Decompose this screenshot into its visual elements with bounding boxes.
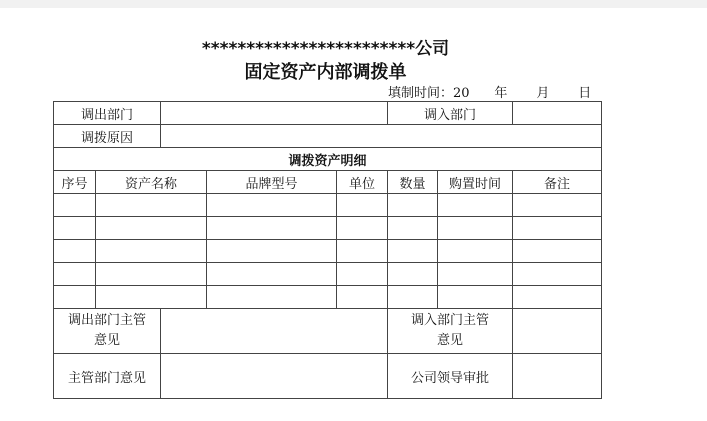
out-manager-opinion-label [54,309,161,354]
col-header-remarks: 备注 [513,171,602,194]
leader-approval-field[interactable] [513,354,602,399]
col-header-brand-model: 品牌型号 [207,171,337,194]
table-row [54,240,602,263]
cell-unit[interactable] [337,217,388,240]
cell-unit[interactable] [337,263,388,286]
cell-index[interactable] [54,217,96,240]
out-dept-field[interactable] [161,102,388,125]
fill-date-year-gap[interactable] [470,86,495,101]
cell-remarks[interactable] [513,217,602,240]
cell-quantity[interactable] [388,194,438,217]
cell-remarks[interactable] [513,263,602,286]
reason-label: 调拨原因 [54,125,161,148]
col-header-index: 序号 [54,171,96,194]
cell-remarks[interactable] [513,194,602,217]
fill-date-label: 填制时间： [388,86,454,101]
leader-approval-label: 公司领导审批 [388,354,513,399]
cell-index[interactable] [54,240,96,263]
col-header-asset-name: 资产名称 [96,171,207,194]
cell-asset-name[interactable] [96,240,207,263]
table-row [54,217,602,240]
reason-row [54,125,602,148]
col-header-purchase-date: 购置时间 [438,171,513,194]
col-header-quantity: 数量 [388,171,438,194]
fill-date-year-prefix: 20 [453,86,470,101]
fill-date-day-unit: 日 [578,86,592,101]
in-dept-label: 调入部门 [388,102,513,125]
fill-date [388,82,591,101]
detail-heading: 调拨资产明细 [54,148,602,171]
fill-date-day-gap[interactable] [549,86,578,101]
reason-field[interactable] [161,125,602,148]
cell-purchase-date[interactable] [438,217,513,240]
cell-purchase-date[interactable] [438,194,513,217]
company-name-text: ************************公司 [201,39,450,59]
in-manager-opinion-field[interactable] [513,309,602,354]
cell-brand-model[interactable] [207,194,337,217]
cell-index[interactable] [54,263,96,286]
cell-asset-name[interactable] [96,263,207,286]
out-manager-label-line1: 调出部门主管 [68,313,147,328]
manager-opinion-row [54,309,602,354]
cell-index[interactable] [54,286,96,309]
table-row [54,263,602,286]
column-header-row [54,171,602,194]
supervisor-opinion-label: 主管部门意见 [54,354,161,399]
cell-purchase-date[interactable] [438,263,513,286]
cell-quantity[interactable] [388,263,438,286]
fill-date-month-unit: 月 [536,86,550,101]
detail-heading-row [54,148,602,171]
cell-unit[interactable] [337,286,388,309]
in-manager-label-line2: 意见 [437,333,464,348]
dept-row [54,102,602,125]
table-row [54,194,602,217]
cell-purchase-date[interactable] [438,286,513,309]
cell-asset-name[interactable] [96,217,207,240]
cell-brand-model[interactable] [207,217,337,240]
cell-purchase-date[interactable] [438,240,513,263]
cell-brand-model[interactable] [207,286,337,309]
transfer-form-table [53,101,602,399]
in-manager-opinion-label [388,309,513,354]
col-header-unit: 单位 [337,171,388,194]
fill-date-month-gap[interactable] [507,86,536,101]
cell-remarks[interactable] [513,286,602,309]
cell-asset-name[interactable] [96,194,207,217]
supervisor-opinion-field[interactable] [161,354,388,399]
cell-quantity[interactable] [388,286,438,309]
page-title-text: 固定资产内部调拨单 [244,62,407,83]
in-manager-label-line1: 调入部门主管 [411,313,490,328]
out-manager-label-line2: 意见 [94,333,121,348]
cell-brand-model[interactable] [207,240,337,263]
cell-brand-model[interactable] [207,263,337,286]
top-bar [0,0,707,8]
cell-unit[interactable] [337,194,388,217]
cell-quantity[interactable] [388,240,438,263]
cell-index[interactable] [54,194,96,217]
table-row [54,286,602,309]
approval-row [54,354,602,399]
page-title [0,58,707,84]
cell-quantity[interactable] [388,217,438,240]
cell-unit[interactable] [337,240,388,263]
fill-date-year-unit: 年 [494,86,508,101]
in-dept-field[interactable] [513,102,602,125]
out-dept-label: 调出部门 [54,102,161,125]
cell-remarks[interactable] [513,240,602,263]
cell-asset-name[interactable] [96,286,207,309]
company-name [0,34,707,59]
out-manager-opinion-field[interactable] [161,309,388,354]
